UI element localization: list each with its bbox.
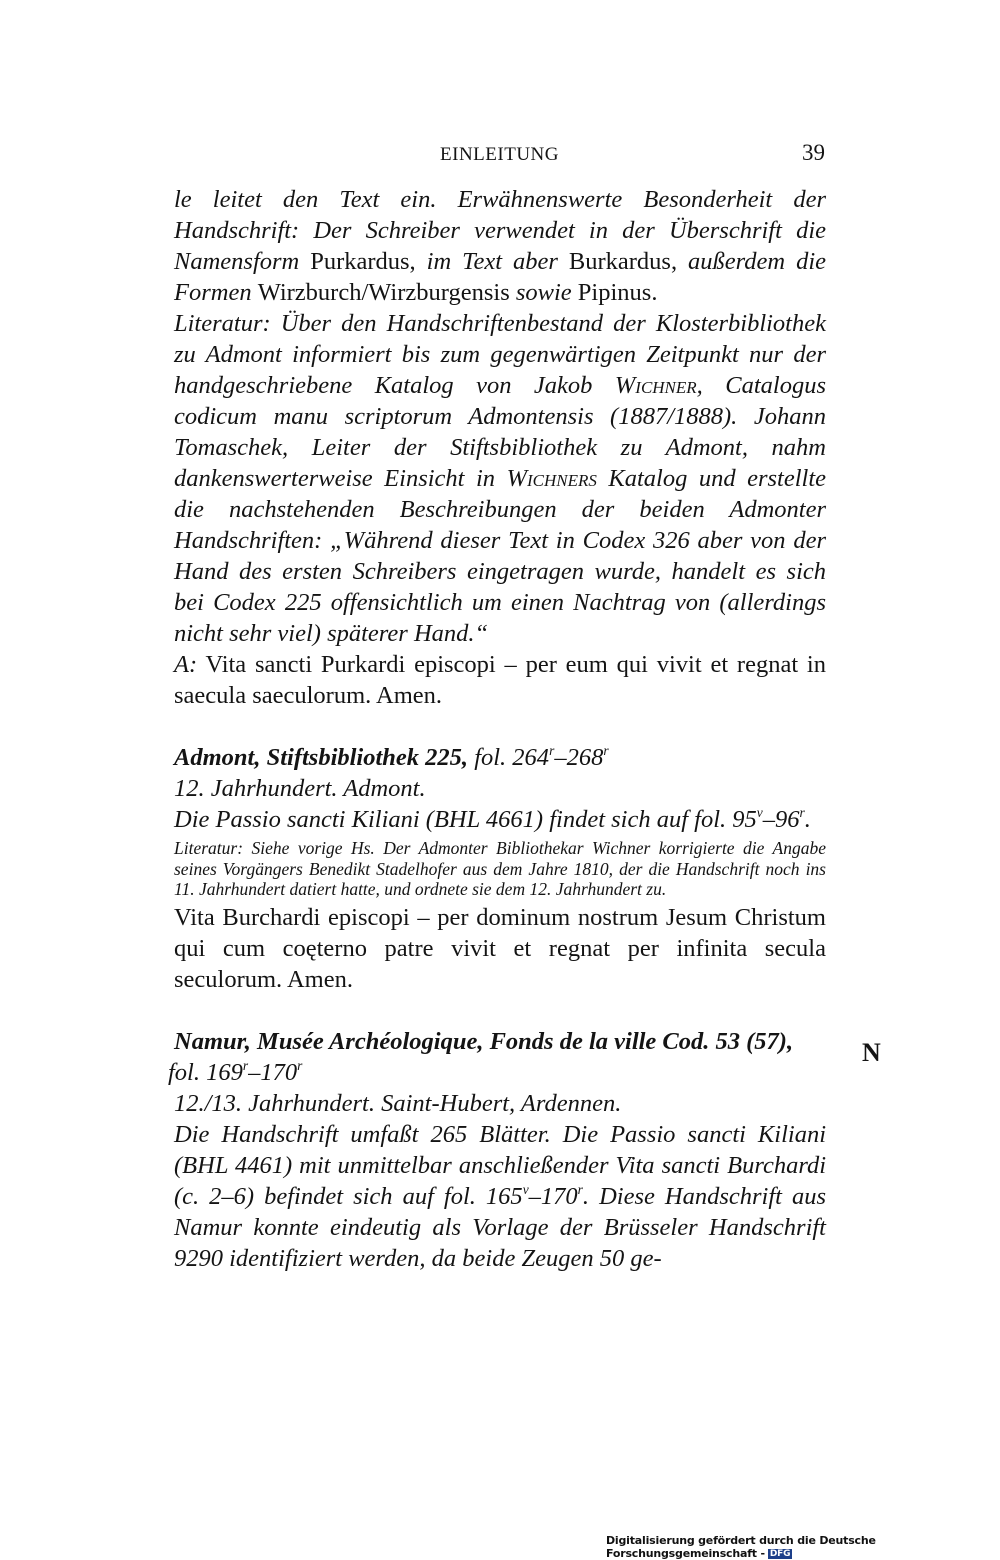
recto-mark: r <box>799 804 805 820</box>
text-run: . <box>804 806 811 833</box>
text-run: im Text aber <box>415 248 569 275</box>
author-name: Wichner <box>614 372 697 399</box>
recto-mark: r <box>242 1057 249 1073</box>
recto-mark: r <box>549 742 555 758</box>
text-run: Wirzburch/Wirzburgensis <box>257 279 510 306</box>
recto-mark: r <box>577 1181 583 1197</box>
page-body <box>168 184 827 1274</box>
digitization-footer <box>606 1534 1000 1560</box>
folio: fol. 169 <box>168 1058 243 1086</box>
author-name: Wichners <box>506 465 597 492</box>
text-run: Die Handschrift umfaßt 265 Blätter. Die Passio sancti Kiliani (BHL 4461) mit unmittelbar anschließender Vita sancti Burchardi (c. 2–6) befindet sich auf fol. 165 <box>174 1120 826 1210</box>
text-run: le leitet den Text ein. Erwähnenswerte Besonderheit der Handschrift: Der Schreiber verwendet in der Überschrift die Namensform <box>174 186 826 275</box>
paragraph-besonderheit <box>174 184 826 308</box>
recto-mark: r <box>603 742 609 758</box>
verso-mark: v <box>756 804 763 820</box>
text-run: außerdem die Formen <box>174 248 827 306</box>
text-run: Katalog und erstellte die nachstehenden Beschreibungen der beiden Admonter Handschriften: „Während dieser Text in Codex 326 aber von der Hand des ersten Schreibers eingetragen wurde, handelt es sich bei Codex 225 offensichtlich um einen Nachtrag von (allerdings nicht sehr viel) späterer Hand.“ <box>174 465 826 647</box>
vita-incipit: Vita Burchardi episcopi – per dominum nostrum Jesum Christum qui cum coęterno patre vivit et regnat per infinita secula seculorum. Amen. <box>174 903 826 993</box>
folio: fol. 264 <box>468 744 550 771</box>
text-run: Pipinus. <box>577 279 658 306</box>
text-run: . Diese Handschrift aus Namur konnte eindeutig als Vorlage der Brüsseler Handschrift 9290 identifiziert werden, da beide Zeugen 50 ge- <box>174 1182 827 1272</box>
page-number: 39 <box>802 140 825 165</box>
text-run: –170 <box>528 1182 578 1210</box>
shelfmark: Admont, Stiftsbibliothek 225, <box>174 744 469 771</box>
text-run: sowie <box>509 279 578 306</box>
verso-mark: v <box>522 1181 529 1197</box>
folio: –170 <box>248 1058 298 1086</box>
namur-description <box>174 1119 826 1274</box>
paragraph-incipit-a <box>174 649 826 711</box>
text-run: Die Passio sancti Kiliani (BHL 4661) findet sich auf fol. 95 <box>174 806 757 833</box>
footer-text: Digitalisierung gefördert durch die Deutsche Forschungsgemeinschaft - <box>606 1534 876 1560</box>
dfg-logo: DFG <box>769 1549 791 1559</box>
running-title: EINLEITUNG <box>440 144 559 165</box>
siglum-label: A: <box>174 651 198 678</box>
text-run: –96 <box>762 806 800 833</box>
shelfmark: Namur, Musée Archéologique, Fonds de la ville Cod. 53 (57), <box>174 1027 794 1055</box>
folio: –268 <box>554 744 604 771</box>
recto-mark: r <box>297 1057 303 1073</box>
entry-heading-namur <box>168 1026 826 1088</box>
text-run: Burkardus, <box>568 248 678 275</box>
text-run: , Catalogus codicum manu scriptorum Admontensis (1887/1888). Johann Tomaschek, Leiter der Stiftsbibliothek zu Admont, nahm dankenswerterweise Einsicht in <box>174 372 826 492</box>
spacer <box>174 711 826 742</box>
entry-heading-admont <box>174 742 826 773</box>
paragraph-literatur <box>174 308 826 649</box>
running-header <box>174 141 825 171</box>
text-run: Purkardus, <box>310 248 416 275</box>
margin-siglum: N <box>862 1038 881 1067</box>
entry-date: 12./13. Jahrhundert. Saint-Hubert, Ardennen. <box>174 1089 622 1117</box>
text-run: Literatur: Über den Handschriftenbestand der Klosterbibliothek zu Admont informiert bis zum gegenwärtigen Zeitpunkt nur der handgeschriebene Katalog von Jakob <box>174 310 826 399</box>
entry-date: 12. Jahrhundert. Admont. <box>174 775 426 802</box>
literatur-note: Literatur: Siehe vorige Hs. Der Admonter Bibliothekar Wichner korrigierte die Angabe seines Vorgängers Benedikt Stadelhofer aus dem Jahre 1810, der die Handschrift noch ins 11. Jahrhundert datiert hatte, und ordnete sie dem 12. Jahrhundert zu. <box>174 838 826 899</box>
spacer <box>174 995 826 1026</box>
passio-note <box>174 804 826 835</box>
text-run: Vita sancti Purkardi episcopi – per eum qui vivit et regnat in saecula saeculorum. Amen. <box>174 651 826 709</box>
